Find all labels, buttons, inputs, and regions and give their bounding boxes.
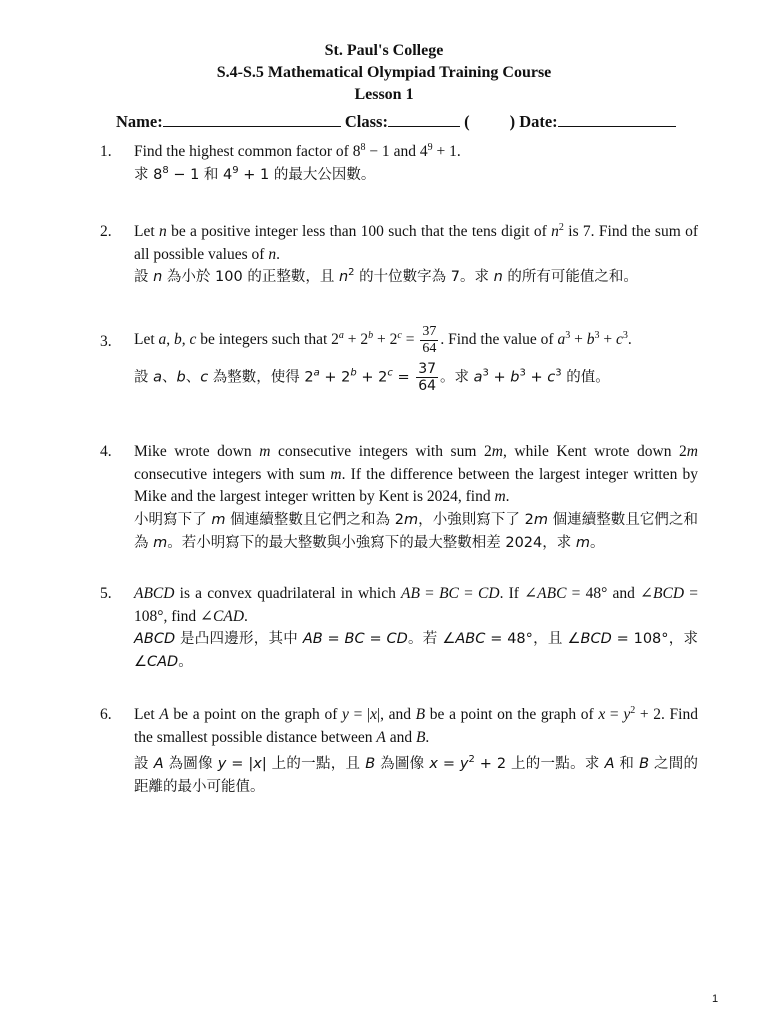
question-english: ABCD is a convex quadrilateral in which AB = BC = CD. If ∠ABC = 48° and ∠BCD = 108°, find ∠CAD. [134,585,698,625]
date-label: ) Date: [509,112,558,131]
question-chinese: 求 $8^8 - 1$ 和 $4^9 + 1$ 的最大公因數。 [134,164,376,183]
question-number: 2. [100,223,112,240]
student-info-line [116,111,676,132]
course-title: S.4-S.5 Mathematical Olympiad Training Course [216,64,552,81]
question-chinese: 設 a、b、c 為整數，使得 $2^a + 2^b + 2^c$ = $\frac{37}{64}$ 。求 $a^3 + b^3 + c^3$ 的值。 [134,361,610,394]
name-label: Name: [116,112,163,131]
fraction: $\frac{37}{64}$ [418,361,437,394]
question-chinese: 小明寫下了 m 個連續整數且它們之和為 2m，小強則寫下了 2m 個連續整數且它們之和為 m。若小明寫下的最大整數與小強寫下的最大整數相差 2024，求 m。 [134,511,699,551]
name-blank[interactable] [163,111,341,127]
lesson-title: Lesson 1 [354,86,414,103]
question-number: 4. [100,443,112,460]
question-english: Let A be a point on the graph of y = |x|, and B be a point on the graph of $x = y^2 + 2$. Find the smallest possible distance between A and B. [134,705,698,746]
fraction: $\frac{37}{64}$ [422,324,437,356]
question-chinese: 設 n 為小於 100 的正整數，且 $n^2$ 的十位數字為 7。求 n 的所有可能值之和。 [134,267,638,285]
question-number: 3. [100,333,112,350]
page-number: 1 [712,993,719,1005]
date-blank[interactable] [558,111,676,127]
question-english: Let a, b, c be integers such that $2^a + 2^b + 2^c$ = $\frac{37}{64}$ . Find the value of $a^3 + b^3 + c^3$. [134,324,632,356]
question-english: Find the highest common factor of $8^8 - 1$ and $4^9 + 1$. [134,142,461,160]
question-number: 5. [100,585,112,602]
class-label: Class: [344,112,388,131]
question-number: 6. [100,706,112,723]
class-blank[interactable] [388,111,460,127]
question-english: Mike wrote down m consecutive integers with sum 2m, while Kent wrote down 2m consecutive integers with sum m. If the difference between the largest integer written by Mike and the largest integer written by Kent is 2024, find m. [134,443,699,505]
school-name: St. Paul's College [324,42,444,59]
question-number: 1. [100,143,112,160]
question-chinese: 設 A 為圖像 y = |x| 上的一點，且 B 為圖像 $x = y^2 + 2$ 上的一點。求 A 和 B 之間的距離的最小可能值。 [134,754,699,795]
document-header [0,40,768,106]
question-english: Let n be a positive integer less than 100 such that the tens digit of $n^2$ is 7. Find the sum of all possible values of n. [134,222,699,263]
question-chinese: ABCD 是凸四邊形，其中 AB = BC = CD。若 ∠ABC = 48°，且 ∠BCD = 108°，求 ∠CAD。 [134,631,699,670]
open-paren: ( [464,112,470,131]
